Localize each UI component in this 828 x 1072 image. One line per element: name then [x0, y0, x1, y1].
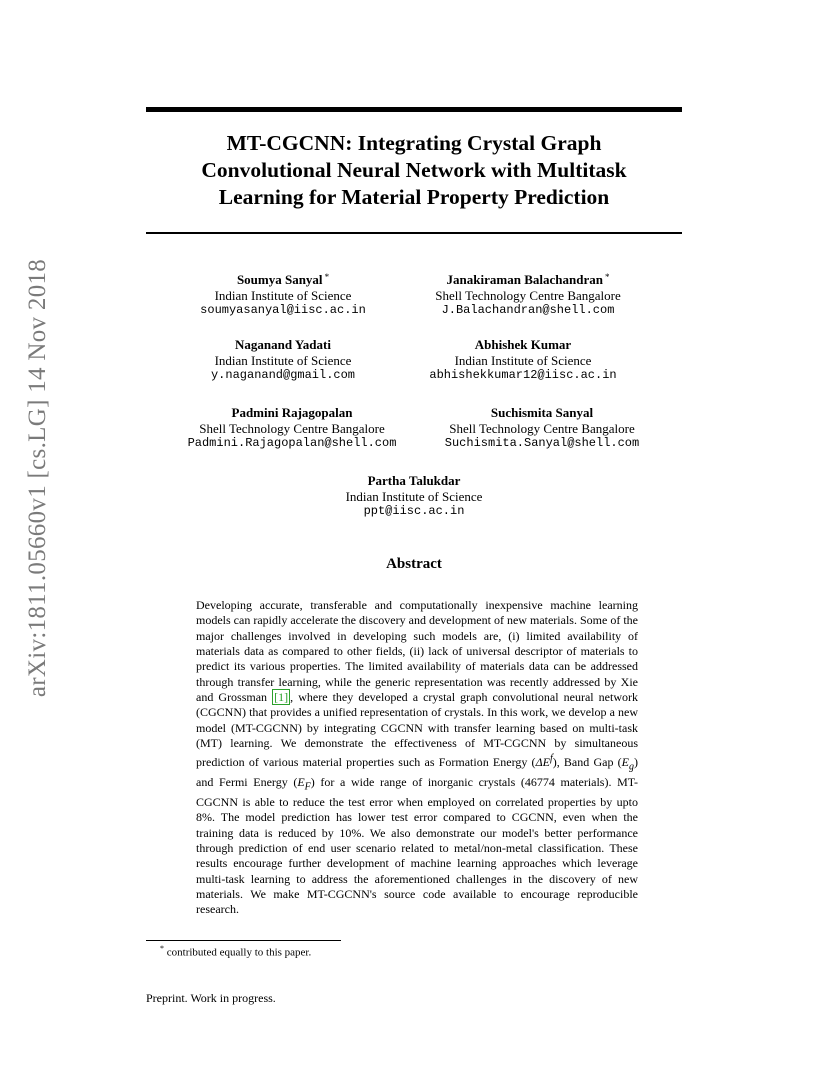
author-block: [417, 405, 667, 452]
author-block: [289, 473, 539, 520]
author-name-line: [158, 270, 408, 288]
math-subscript: g: [629, 761, 634, 773]
math-symbol: E: [621, 755, 629, 770]
equal-contribution-mark: *: [604, 272, 610, 282]
math-superscript: f: [549, 753, 553, 765]
title-bottom-rule: [146, 232, 682, 234]
citation-link[interactable]: [1]: [274, 690, 289, 705]
author-email[interactable]: ppt@iisc.ac.in: [363, 504, 465, 518]
author-affiliation: Shell Technology Centre Bangalore: [199, 420, 385, 436]
footnote: [160, 944, 311, 959]
author-email[interactable]: soumyasanyal@iisc.ac.in: [200, 303, 366, 317]
footnote-mark: *: [160, 944, 164, 953]
abstract-body: [196, 598, 638, 918]
arxiv-identifier-stamp: arXiv:1811.05660v1 [cs.LG] 14 Nov 2018: [24, 258, 51, 698]
title-line: MT-CGCNN: Integrating Crystal Graph: [226, 131, 602, 155]
author-name: Abhishek Kumar: [474, 337, 572, 352]
abstract-heading: Abstract: [386, 556, 442, 572]
paper-title: [146, 130, 682, 211]
abstract-text: ), Band Gap (: [552, 755, 622, 770]
abstract-text: , where they developed a crystal graph convolutional neural network (CGCNN) that provides a unified representation of crystals. In this work, we develop a new model (MT-CGCNN) by integrating CGCNN with transfer learning based on multi-task (MT) learning. We demonstrate the effectiveness of MT-CGCNN by simultaneous prediction of various material properties such as Formation Energy (: [196, 690, 638, 770]
author-name-line: [403, 270, 653, 288]
author-affiliation: Indian Institute of Science: [454, 352, 592, 368]
equal-contribution-mark: *: [324, 272, 330, 282]
math-symbol: E: [297, 775, 305, 790]
title-line: Learning for Material Property Prediction: [218, 185, 610, 209]
author-name: Padmini Rajagopalan: [231, 405, 353, 420]
author-block: [158, 337, 408, 384]
author-block: [398, 337, 648, 384]
author-name: Naganand Yadati: [235, 337, 331, 352]
author-name: Suchismita Sanyal: [490, 405, 594, 420]
author-name: Partha Talukdar: [367, 473, 461, 488]
author-affiliation: Indian Institute of Science: [345, 488, 483, 504]
author-block: [403, 270, 653, 319]
author-block: [167, 405, 417, 452]
math-subscript: F: [304, 781, 311, 793]
author-affiliation: Shell Technology Centre Bangalore: [435, 287, 621, 303]
author-email[interactable]: y.naganand@gmail.com: [210, 368, 356, 382]
math-symbol: ΔE: [535, 755, 550, 770]
footnote-rule: [146, 940, 341, 941]
author-email[interactable]: J.Balachandran@shell.com: [441, 303, 615, 317]
footnote-text: contributed equally to this paper.: [166, 946, 312, 959]
author-name: Janakiraman Balachandran: [446, 272, 603, 287]
author-affiliation: Indian Institute of Science: [214, 287, 352, 303]
abstract-text: ) for a wide range of inorganic crystals (46774 materials). MT-CGCNN is able to reduce the test error when employed on correlated properties by upto 8%. The model prediction has lower test error compared to CGCNN, even when the training data is reduced by 10%. We also demonstrate our model's better performance through prediction of end user scenario related to metal/non-metal classification. These results encourage further development of machine learning approaches which leverage multi-task learning to address the aforementioned challenges in the discovery of new materials. We make MT-CGCNN's source code available to encourage reproducible research.: [196, 775, 638, 917]
author-name: Soumya Sanyal: [236, 272, 323, 287]
title-line: Convolutional Neural Network with Multitask: [201, 158, 627, 182]
abstract-text: Developing accurate, transferable and computationally inexpensive machine learning models can rapidly accelerate the discovery and development of new materials. Some of the major challenges involved in developing such models are, (i) limited availability of materials data as compared to other fields, (ii) lack of universal descriptor of materials to predict its various properties. The limited availability of materials data can be addressed through transfer learning, while the generic representation was recently addressed by Xie and Grossman: [196, 598, 638, 705]
author-email[interactable]: Suchismita.Sanyal@shell.com: [444, 436, 640, 450]
author-email[interactable]: abhishekkumar12@iisc.ac.in: [429, 368, 617, 382]
author-email[interactable]: Padmini.Rajagopalan@shell.com: [187, 436, 397, 450]
abstract-text: ) and Fermi Energy (: [196, 755, 638, 790]
author-block: [158, 270, 408, 319]
top-rule: [146, 107, 682, 112]
author-affiliation: Shell Technology Centre Bangalore: [449, 420, 635, 436]
author-affiliation: Indian Institute of Science: [214, 352, 352, 368]
preprint-note: Preprint. Work in progress.: [146, 991, 276, 1005]
